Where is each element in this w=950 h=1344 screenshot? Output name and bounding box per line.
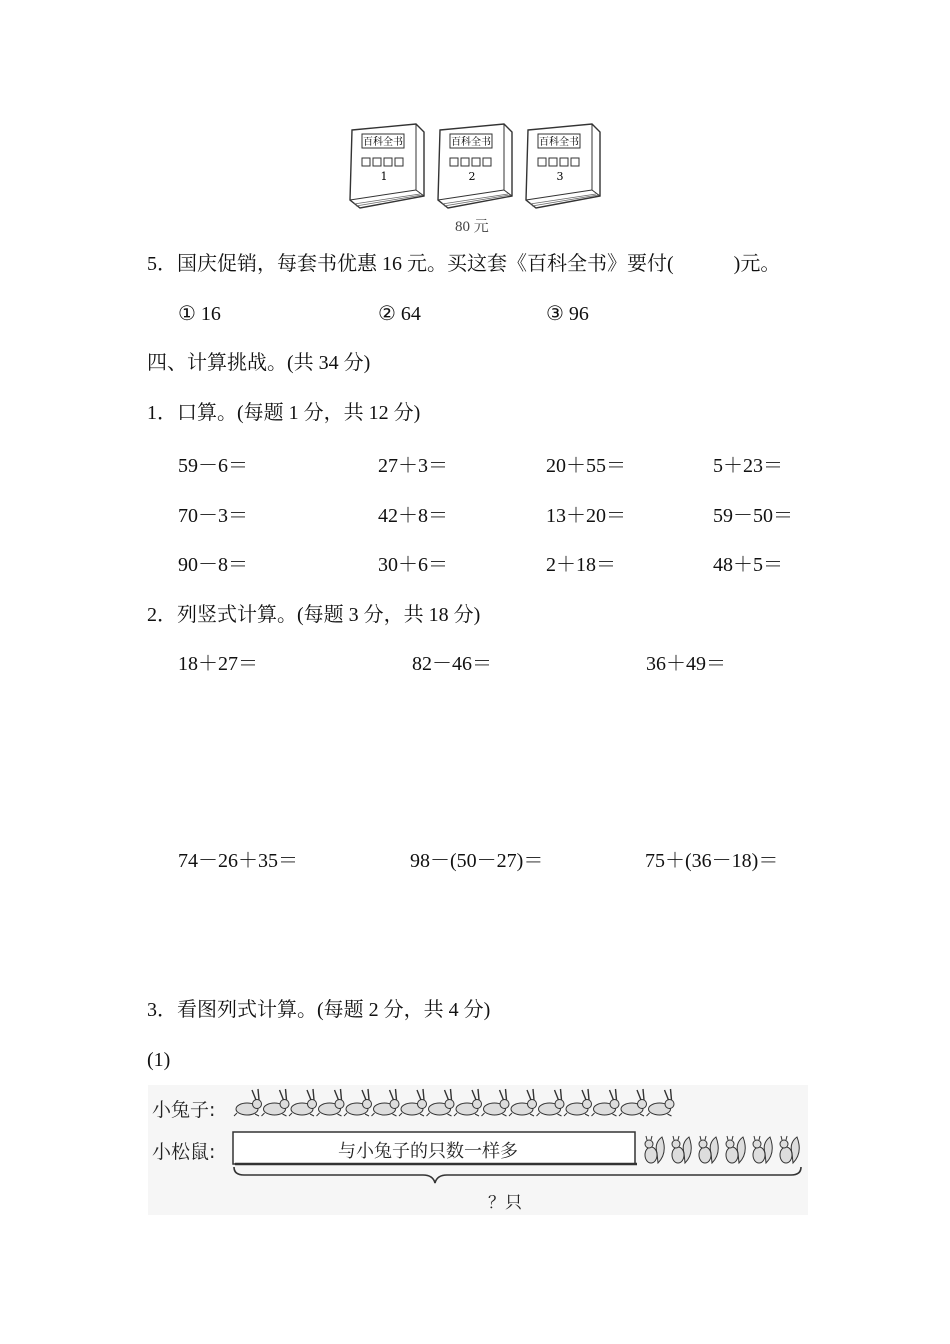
mental-math-item: 42＋8＝ bbox=[378, 505, 448, 527]
vertical-calc-item: 18＋27＝ bbox=[178, 653, 258, 675]
total-question-label: ？只 bbox=[488, 1193, 522, 1213]
encyclopedia-books-illustration bbox=[344, 118, 609, 218]
part-2-title: 2．列竖式计算。(每题 3 分，共 18 分) bbox=[147, 604, 481, 626]
books-figure bbox=[344, 118, 609, 218]
book-title-text: 百科全书 bbox=[539, 137, 579, 148]
question-5: 5．国庆促销，每套书优惠 16 元。买这套《百科全书》要付( )元。 bbox=[147, 253, 781, 275]
mental-math-item: 5＋23＝ bbox=[713, 455, 783, 477]
mental-math-item: 20＋55＝ bbox=[546, 455, 626, 477]
mental-math-item: 90－8＝ bbox=[178, 554, 248, 576]
vertical-calc-item: 82－46＝ bbox=[412, 653, 492, 675]
price-label: 80 元 bbox=[455, 219, 489, 235]
mental-math-item: 59－6＝ bbox=[178, 455, 248, 477]
book-icon bbox=[350, 124, 424, 208]
part-1-title: 1．口算。(每题 1 分，共 12 分) bbox=[147, 402, 421, 424]
book-title-text: 百科全书 bbox=[451, 137, 491, 148]
equal-count-text: 与小兔子的只数一样多 bbox=[338, 1141, 518, 1162]
book-number-text: 3 bbox=[556, 170, 564, 183]
book-title-text: 百科全书 bbox=[363, 137, 403, 148]
mental-math-item: 30＋6＝ bbox=[378, 554, 448, 576]
mental-math-item: 48＋5＝ bbox=[713, 554, 783, 576]
book-icon bbox=[526, 124, 600, 208]
squirrel-label: 小松鼠: bbox=[152, 1141, 216, 1163]
mental-math-item: 27＋3＝ bbox=[378, 455, 448, 477]
q5-option-2[interactable]: ② 64 bbox=[378, 303, 421, 325]
part-3-title: 3．看图列式计算。(每题 2 分，共 4 分) bbox=[147, 999, 491, 1021]
mental-math-item: 70－3＝ bbox=[178, 505, 248, 527]
mental-math-item: 59－50＝ bbox=[713, 505, 793, 527]
vertical-calc-item: 74－26＋35＝ bbox=[178, 850, 298, 872]
sub-question-1-label: (1) bbox=[147, 1049, 171, 1071]
q5-option-3[interactable]: ③ 96 bbox=[546, 303, 589, 325]
q5-option-1[interactable]: ① 16 bbox=[178, 303, 221, 325]
comparison-diagram bbox=[148, 1085, 808, 1215]
mental-math-item: 2＋18＝ bbox=[546, 554, 616, 576]
rabbit-label: 小兔子: bbox=[152, 1099, 216, 1121]
book-number-text: 1 bbox=[380, 170, 388, 183]
vertical-calc-item: 98－(50－27)＝ bbox=[410, 850, 544, 872]
book-icon bbox=[438, 124, 512, 208]
section-4-title: 四、计算挑战。(共 34 分) bbox=[147, 352, 371, 374]
mental-math-item: 13＋20＝ bbox=[546, 505, 626, 527]
vertical-calc-item: 36＋49＝ bbox=[646, 653, 726, 675]
vertical-calc-item: 75＋(36－18)＝ bbox=[645, 850, 779, 872]
book-number-text: 2 bbox=[468, 170, 476, 183]
